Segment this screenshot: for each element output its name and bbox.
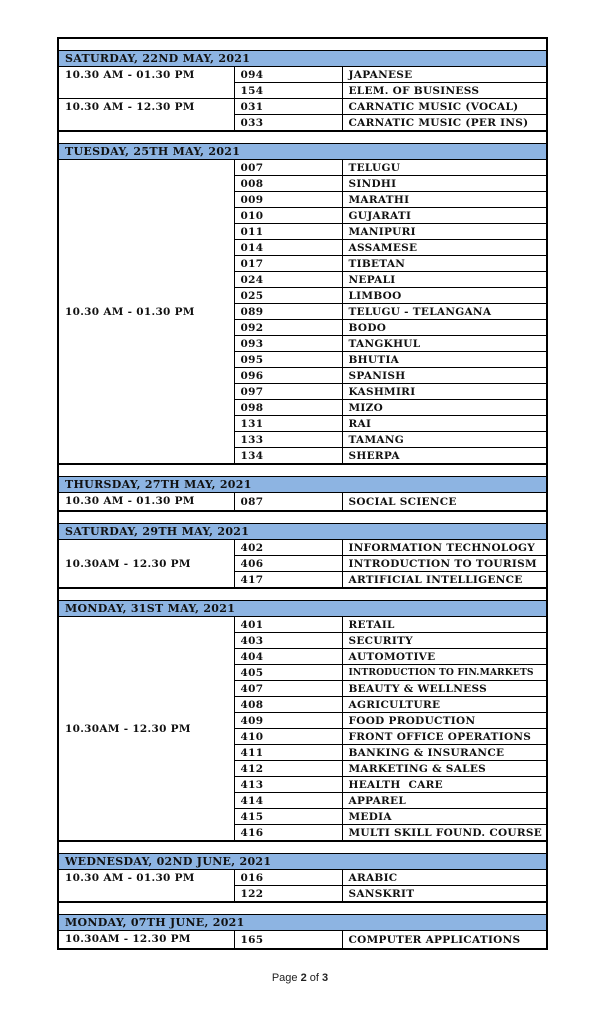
section-gap-row: [58, 902, 547, 915]
subject-code: 092: [234, 320, 342, 336]
subject-code: 154: [234, 83, 342, 99]
date-header-row: [58, 915, 547, 931]
subject-name: SECURITY: [342, 633, 547, 649]
subject-code: 417: [234, 572, 342, 589]
subject-name: TANGKHUL: [342, 336, 547, 352]
subject-code: 024: [234, 272, 342, 288]
subject-name: TAMANG: [342, 432, 547, 448]
footer-page-number: 2: [300, 972, 307, 984]
subject-name: SPANISH: [342, 368, 547, 384]
section-gap-row: [58, 464, 547, 477]
subject-code: 016: [234, 870, 342, 886]
subject-name: BEAUTY & WELLNESS: [342, 681, 547, 697]
subject-name: MULTI SKILL FOUND. COURSE: [342, 825, 547, 842]
subject-code: 410: [234, 729, 342, 745]
subject-name: MARATHI: [342, 192, 547, 208]
subject-name: MANIPURI: [342, 224, 547, 240]
subject-name: AUTOMOTIVE: [342, 649, 547, 665]
section-gap: [58, 588, 547, 601]
exam-row: [58, 493, 547, 512]
subject-code: 009: [234, 192, 342, 208]
subject-code: 409: [234, 713, 342, 729]
subject-name: ARTIFICIAL INTELLIGENCE: [342, 572, 547, 589]
date-header: WEDNESDAY, 02ND JUNE, 2021: [58, 854, 547, 870]
subject-name: INFORMATION TECHNOLOGY: [342, 540, 547, 556]
subject-name: KASHMIRI: [342, 384, 547, 400]
subject-name: INTRODUCTION TO TOURISM: [342, 556, 547, 572]
subject-code: 087: [234, 493, 342, 512]
subject-code: 097: [234, 384, 342, 400]
subject-name: ARABIC: [342, 870, 547, 886]
subject-name: HEALTH CARE: [342, 777, 547, 793]
subject-code: 411: [234, 745, 342, 761]
subject-code: 401: [234, 617, 342, 633]
exam-row: [58, 540, 547, 556]
date-header: THURSDAY, 27TH MAY, 2021: [58, 477, 547, 493]
subject-name: MARKETING & SALES: [342, 761, 547, 777]
subject-name: FOOD PRODUCTION: [342, 713, 547, 729]
date-header: MONDAY, 31ST MAY, 2021: [58, 601, 547, 617]
subject-name: LIMBOO: [342, 288, 547, 304]
exam-row: [58, 67, 547, 83]
subject-code: 133: [234, 432, 342, 448]
subject-name: ELEM. OF BUSINESS: [342, 83, 547, 99]
subject-code: 414: [234, 793, 342, 809]
section-gap: [58, 464, 547, 477]
time-slot: 10.30 AM - 01.30 PM: [58, 493, 234, 512]
subject-name: CARNATIC MUSIC (PER INS): [342, 115, 547, 132]
subject-name: BHUTIA: [342, 352, 547, 368]
date-header-row: [58, 601, 547, 617]
date-header-row: [58, 524, 547, 540]
date-header: MONDAY, 07TH JUNE, 2021: [58, 915, 547, 931]
subject-code: 404: [234, 649, 342, 665]
subject-code: 095: [234, 352, 342, 368]
subject-code: 093: [234, 336, 342, 352]
exam-row: [58, 160, 547, 176]
subject-name: SOCIAL SCIENCE: [342, 493, 547, 512]
subject-code: 031: [234, 99, 342, 115]
exam-row: [58, 931, 547, 950]
section-gap-row: [58, 511, 547, 524]
subject-name: ASSAMESE: [342, 240, 547, 256]
section-gap: [58, 38, 547, 51]
subject-code: 134: [234, 448, 342, 465]
subject-name: CARNATIC MUSIC (VOCAL): [342, 99, 547, 115]
subject-name: GUJARATI: [342, 208, 547, 224]
page-footer: [0, 972, 600, 984]
subject-code: 407: [234, 681, 342, 697]
subject-code: 011: [234, 224, 342, 240]
date-header-row: [58, 144, 547, 160]
subject-code: 402: [234, 540, 342, 556]
subject-code: 098: [234, 400, 342, 416]
exam-timetable: [57, 37, 548, 950]
section-gap-row: [58, 588, 547, 601]
subject-code: 089: [234, 304, 342, 320]
time-slot: 10.30 AM - 01.30 PM: [58, 160, 234, 465]
section-gap-row: [58, 38, 547, 51]
subject-code: 122: [234, 886, 342, 903]
subject-name: MEDIA: [342, 809, 547, 825]
date-header-row: [58, 51, 547, 67]
subject-code: 405: [234, 665, 342, 681]
exam-row: [58, 99, 547, 115]
subject-name: INTRODUCTION TO FIN.MARKETS: [342, 665, 547, 681]
subject-code: 412: [234, 761, 342, 777]
subject-name: BANKING & INSURANCE: [342, 745, 547, 761]
footer-of-label: of: [309, 972, 319, 984]
date-header: SATURDAY, 29TH MAY, 2021: [58, 524, 547, 540]
subject-code: 017: [234, 256, 342, 272]
subject-name: SINDHI: [342, 176, 547, 192]
subject-name: APPAREL: [342, 793, 547, 809]
subject-code: 165: [234, 931, 342, 950]
subject-code: 416: [234, 825, 342, 842]
date-header-row: [58, 854, 547, 870]
subject-name: TELUGU: [342, 160, 547, 176]
subject-name: JAPANESE: [342, 67, 547, 83]
subject-name: TIBETAN: [342, 256, 547, 272]
time-slot: 10.30AM - 12.30 PM: [58, 617, 234, 842]
subject-name: SHERPA: [342, 448, 547, 465]
section-gap: [58, 902, 547, 915]
subject-code: 008: [234, 176, 342, 192]
subject-code: 096: [234, 368, 342, 384]
subject-name: TELUGU - TELANGANA: [342, 304, 547, 320]
subject-code: 014: [234, 240, 342, 256]
subject-code: 131: [234, 416, 342, 432]
time-slot: 10.30 AM - 12.30 PM: [58, 99, 234, 132]
section-gap-row: [58, 841, 547, 854]
subject-code: 094: [234, 67, 342, 83]
subject-code: 408: [234, 697, 342, 713]
subject-name: MIZO: [342, 400, 547, 416]
subject-code: 415: [234, 809, 342, 825]
exam-row: [58, 617, 547, 633]
time-slot: 10.30 AM - 01.30 PM: [58, 67, 234, 99]
footer-page-label: Page: [271, 972, 298, 984]
subject-code: 007: [234, 160, 342, 176]
subject-name: NEPALI: [342, 272, 547, 288]
date-header: TUESDAY, 25TH MAY, 2021: [58, 144, 547, 160]
subject-name: BODO: [342, 320, 547, 336]
subject-name: SANSKRIT: [342, 886, 547, 903]
time-slot: 10.30 AM - 01.30 PM: [58, 870, 234, 903]
date-header-row: [58, 477, 547, 493]
subject-code: 413: [234, 777, 342, 793]
subject-code: 025: [234, 288, 342, 304]
subject-name: AGRICULTURE: [342, 697, 547, 713]
section-gap: [58, 841, 547, 854]
subject-name: RETAIL: [342, 617, 547, 633]
time-slot: 10.30AM - 12.30 PM: [58, 540, 234, 589]
subject-code: 406: [234, 556, 342, 572]
subject-name: RAI: [342, 416, 547, 432]
subject-name: FRONT OFFICE OPERATIONS: [342, 729, 547, 745]
section-gap: [58, 511, 547, 524]
footer-total-pages: 3: [322, 972, 329, 984]
subject-code: 403: [234, 633, 342, 649]
subject-name: COMPUTER APPLICATIONS: [342, 931, 547, 950]
time-slot: 10.30AM - 12.30 PM: [58, 931, 234, 950]
section-gap: [58, 131, 547, 144]
section-gap-row: [58, 131, 547, 144]
subject-code: 033: [234, 115, 342, 132]
subject-code: 010: [234, 208, 342, 224]
date-header: SATURDAY, 22ND MAY, 2021: [58, 51, 547, 67]
exam-row: [58, 870, 547, 886]
